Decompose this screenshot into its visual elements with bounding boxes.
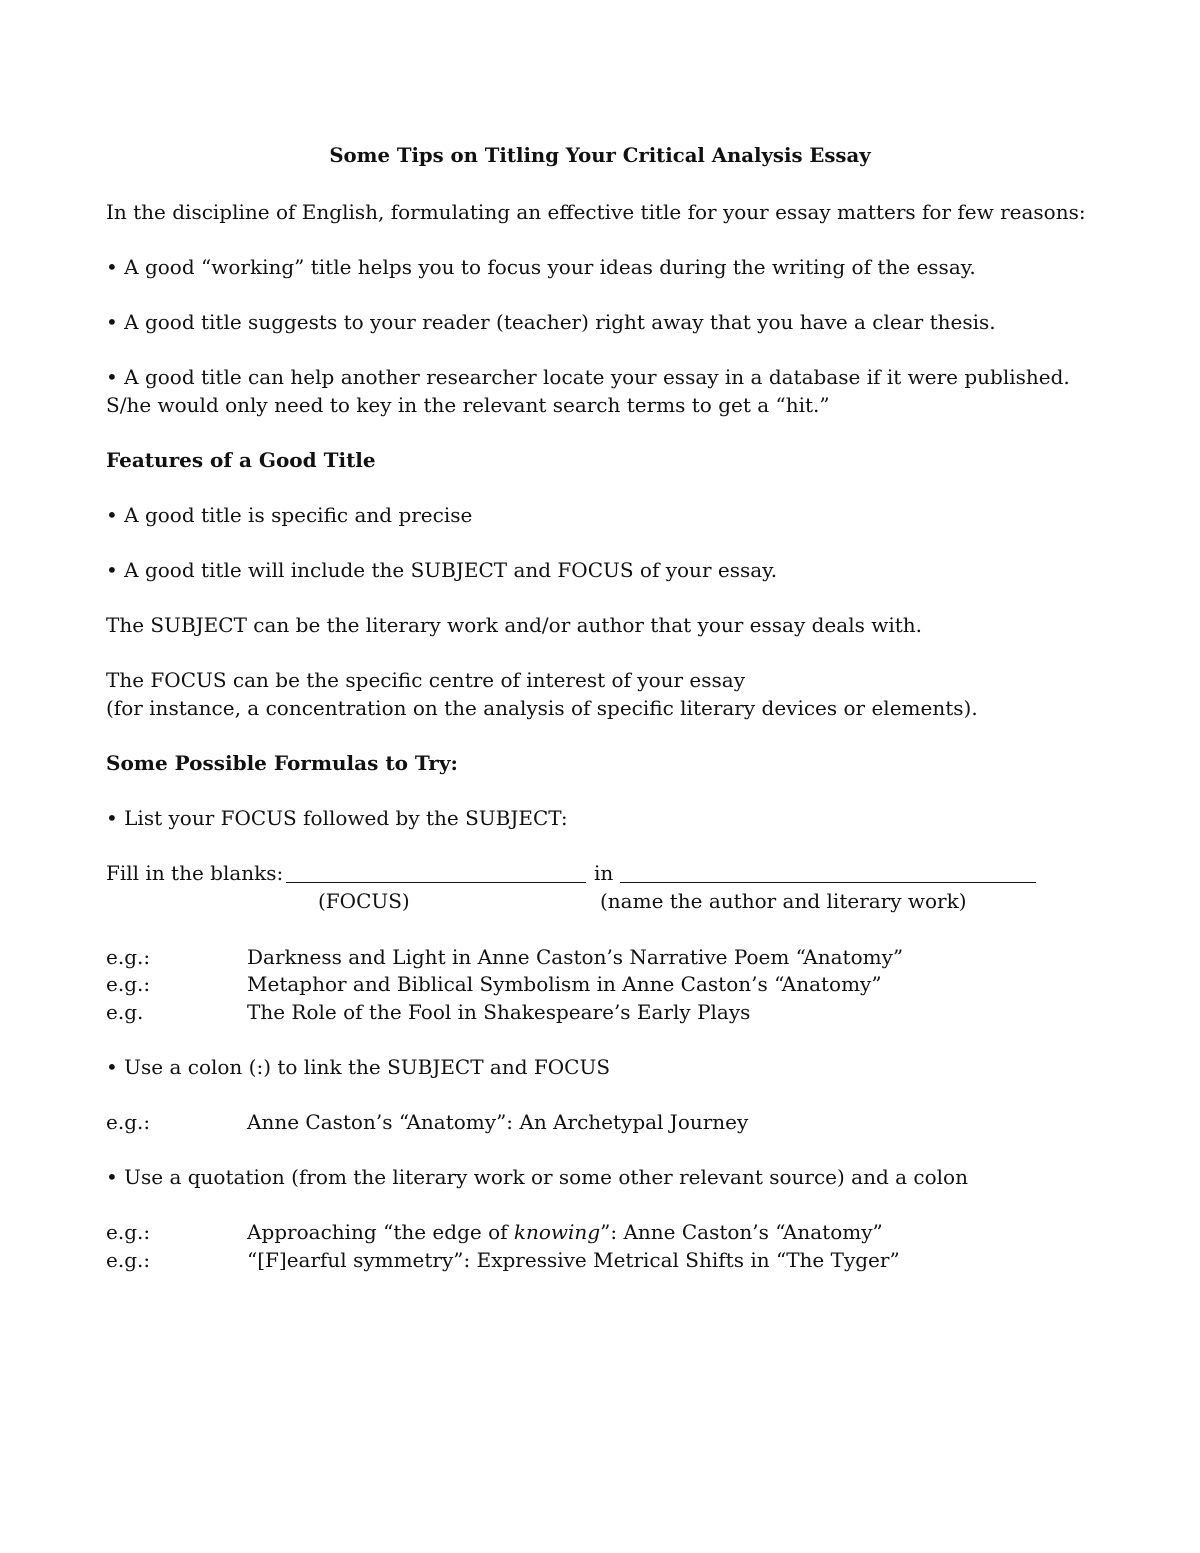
feature-item: • A good title will include the SUBJECT and FOCUS of your essay.	[106, 558, 778, 582]
formulas-heading: Some Possible Formulas to Try:	[106, 751, 458, 775]
example-title	[247, 1218, 883, 1246]
in-word: in	[594, 861, 614, 885]
focus-definition-continued: (for instance, a concentration on the analysis of specific literary devices or elements).	[106, 696, 978, 720]
example-label: e.g.:	[106, 972, 151, 996]
example-title: The Role of the Fool in Shakespeare’s Early Plays	[247, 1000, 751, 1024]
example-title: Anne Caston’s “Anatomy”: An Archetypal Journey	[247, 1110, 749, 1134]
focus-caption: (FOCUS)	[318, 889, 410, 913]
author-caption: (name the author and literary work)	[600, 889, 967, 913]
fill-in-label: Fill in the blanks:	[106, 861, 284, 885]
intro-paragraph: In the discipline of English, formulating an effective title for your essay matters for few reasons:	[106, 200, 1086, 224]
example-title: Darkness and Light in Anne Caston’s Narrative Poem “Anatomy”	[247, 945, 904, 969]
subject-definition: The SUBJECT can be the literary work and/or author that your essay deals with.	[106, 613, 922, 637]
reason-item-continued: S/he would only need to key in the relevant search terms to get a “hit.”	[106, 393, 830, 417]
reason-item: • A good title can help another researcher locate your essay in a database if it were published.	[106, 365, 1070, 389]
example-label: e.g.:	[106, 945, 151, 969]
reason-item: • A good title suggests to your reader (teacher) right away that you have a clear thesis.	[106, 310, 996, 334]
formula-bullet: • List your FOCUS followed by the SUBJECT:	[106, 806, 568, 830]
reason-item: • A good “working” title helps you to focus your ideas during the writing of the essay.	[106, 255, 976, 279]
example-title: “[F]earful symmetry”: Expressive Metrical Shifts in “The Tyger”	[247, 1248, 900, 1272]
features-heading: Features of a Good Title	[106, 448, 376, 472]
focus-definition: The FOCUS can be the specific centre of interest of your essay	[106, 668, 746, 692]
example-title-italic: knowing	[513, 1220, 601, 1244]
feature-item: • A good title is specific and precise	[106, 503, 473, 527]
example-label: e.g.	[106, 1000, 144, 1024]
subject-blank-line	[620, 882, 1036, 883]
example-label: e.g.:	[106, 1248, 151, 1272]
formula-bullet: • Use a colon (:) to link the SUBJECT and FOCUS	[106, 1055, 611, 1079]
document-title: Some Tips on Titling Your Critical Analysis Essay	[329, 144, 871, 167]
example-label: e.g.:	[106, 1220, 151, 1244]
focus-blank-line	[286, 882, 586, 883]
formula-bullet: • Use a quotation (from the literary work or some other relevant source) and a colon	[106, 1165, 968, 1189]
example-label: e.g.:	[106, 1110, 151, 1134]
example-title-part: Approaching “the edge of	[247, 1220, 514, 1244]
example-title-part: ”: Anne Caston’s “Anatomy”	[600, 1220, 883, 1244]
example-title: Metaphor and Biblical Symbolism in Anne Caston’s “Anatomy”	[247, 972, 882, 996]
